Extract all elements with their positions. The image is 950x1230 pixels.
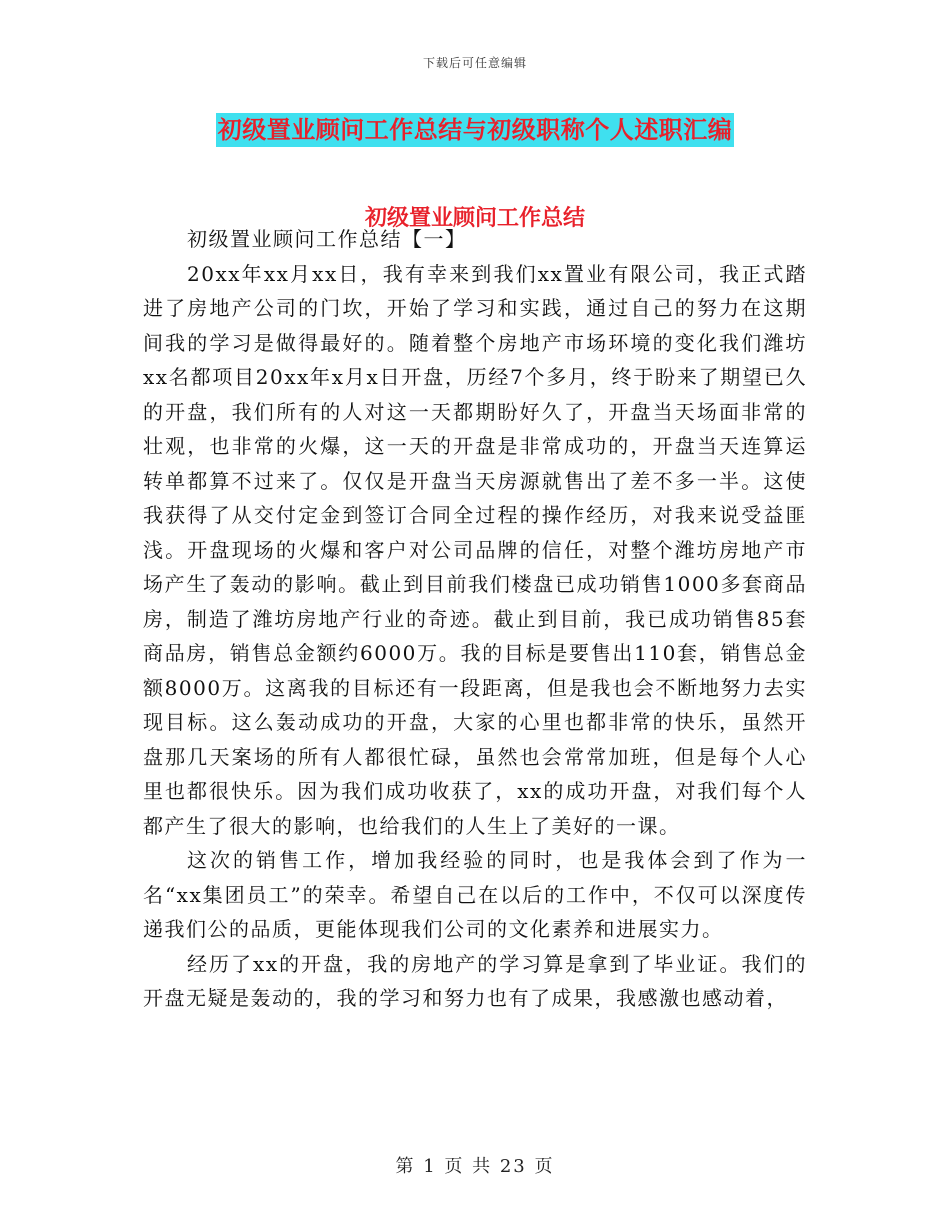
paragraph-2: 这次的销售工作，增加我经验的同时，也是我体会到了作为一名“xx集团员工”的荣幸。希望自己在以后的工作中，不仅可以深度传递我们公的品质，更能体现我们公司的文化素养和进展实力。 bbox=[143, 848, 807, 941]
paragraph-3: 经历了xx的开盘，我的房地产的学习算是拿到了毕业证。我们的开盘无疑是轰动的，我的学习和努力也有了成果，我感激也感动着， bbox=[143, 951, 807, 1010]
page-number-footer: 第 1 页 共 23 页 bbox=[395, 1156, 555, 1177]
paragraph-subheading: 初级置业顾问工作总结【一】 bbox=[187, 227, 467, 251]
paragraph-1: 20xx年xx月xx日，我有幸来到我们xx置业有限公司，我正式踏进了房地产公司的门坎，开始了学习和实践，通过自己的努力在这期间我的学习是做得最好的。随着整个房地产市场环境的变化我们潍坊xx名都项目20xx年x月x日开盘，历经7个多月，终于盼来了期望已久的开盘，我们所有的人对这一天都期盼好久了，开盘当天场面非常的壮观，也非常的火爆，这一天的开盘是非常成功的，开盘当天连算运转单都算不过来了。仅仅是开盘当天房源就售出了差不多一半。这使我获得了从交付定金到签订合同全过程的操作经历，对我来说受益匪浅。开盘现场的火爆和客户对公司品牌的信任，对整个潍坊房地产市场产生了轰动的影响。截止到目前我们楼盘已成功销售1000多套商品房，制造了潍坊房地产行业的奇迹。截止到目前，我已成功销售85套商品房，销售总金额约6000万。我的目标是要售出110套，销售总金额8000万。这离我的目标还有一段距离，但是我也会不断地努力去实现目标。这么轰动成功的开盘，大家的心里也都非常的快乐，虽然开盘那几天案场的所有人都很忙碌，虽然也会常常加班，但是每个人心里也都很快乐。因为我们成功收获了，xx的成功开盘，对我们每个人都产生了很大的影响，也给我们的人生上了美好的一课。 bbox=[143, 261, 807, 838]
document-body bbox=[143, 222, 807, 1016]
section-title: 初级置业顾问工作总结 bbox=[364, 205, 585, 231]
document-main-title: 初级置业顾问工作总结与初级职称个人述职汇编 bbox=[216, 113, 735, 147]
page-header-note: 下载后可任意编辑 bbox=[422, 56, 527, 70]
document-title-container bbox=[0, 113, 950, 147]
